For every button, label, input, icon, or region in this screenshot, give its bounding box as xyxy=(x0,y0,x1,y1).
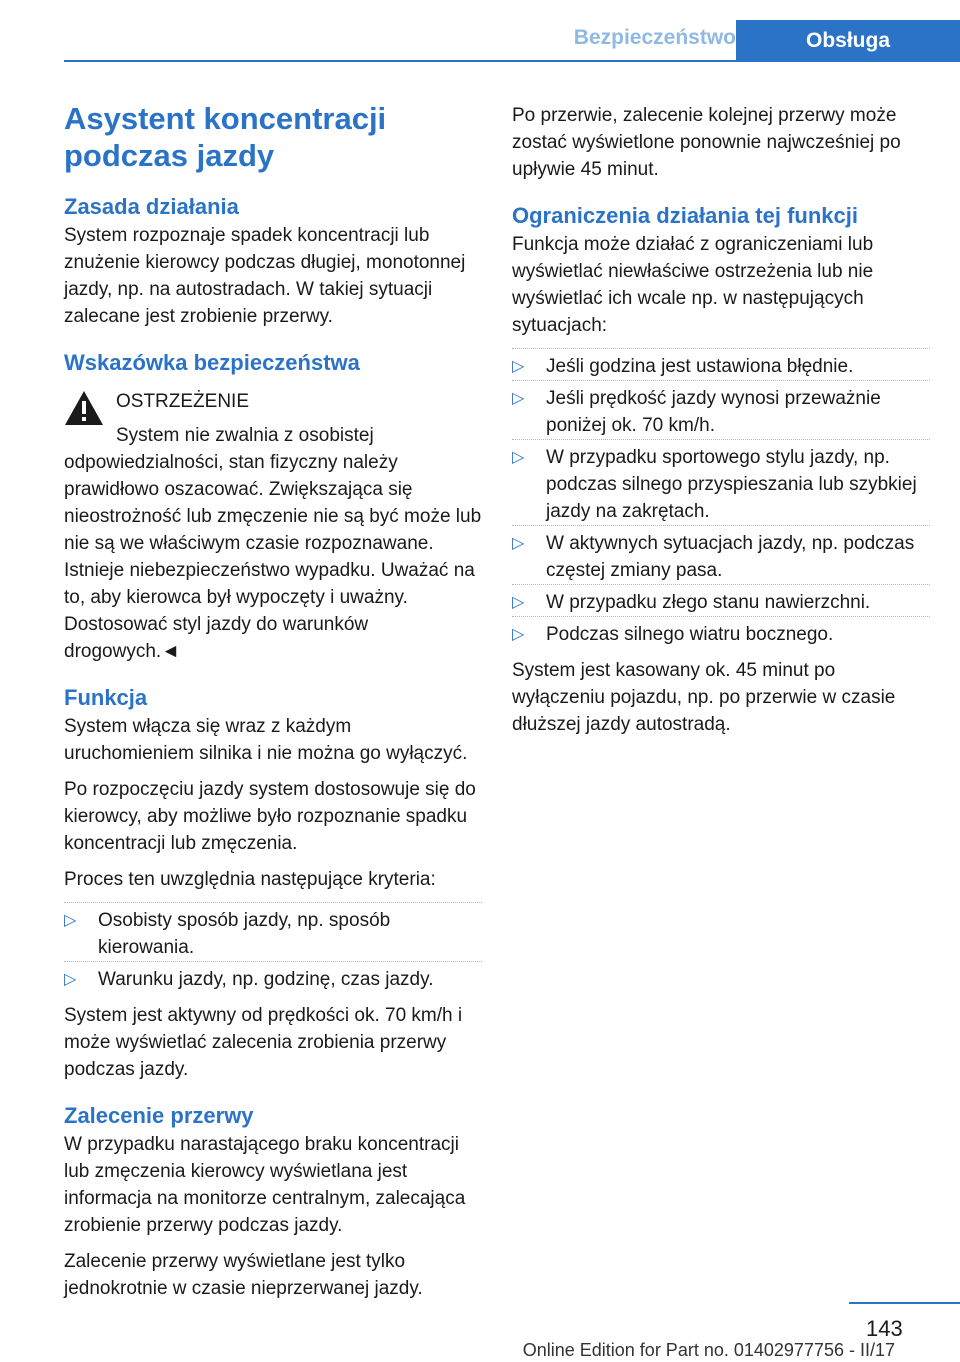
function-p1: System włącza się wraz z każdym uruchomieniem silnika i nie można go wyłączyć. xyxy=(64,716,468,764)
list-item: ▷ W przypadku sportowego stylu jazdy, np. podczas silnego przyspieszania lub szybkiej jazdy na zakrętach. xyxy=(512,439,930,525)
triangle-bullet-icon: ▷ xyxy=(512,594,525,611)
triangle-bullet-icon: ▷ xyxy=(64,912,77,929)
page-header xyxy=(0,0,960,60)
page-title: Asystent koncentracji podczas jazdy xyxy=(64,101,387,173)
footer-rule xyxy=(849,1302,960,1304)
break-p2: Zalecenie przerwy wyświetlane jest tylko jednokrotnie w czasie nieprzerwanej jazdy. xyxy=(64,1251,423,1299)
warning-text: System nie zwalnia z osobistej odpowiedzialności, stan fizyczny należy prawidłowo oszacować. Zwiększająca się nieostrożność lub zmęczenie nie są być może lub nie są we właściwym czasie rozpoznawane. Istnieje niebezpieczeństwo wypadku. Uważać na to, aby kierowca był wypoczęty i uważny. Dostosować styl jazdy do warunków drogowych.◄ xyxy=(64,425,482,662)
heading-principle: Zasada działania xyxy=(64,194,239,219)
function-p3: Proces ten uwzględnia następujące kryteria: xyxy=(64,869,436,890)
heading-safety-note: Wskazówka bezpieczeństwa xyxy=(64,350,360,375)
header-rule xyxy=(64,60,960,62)
list-item: ▷ Osobisty sposób jazdy, np. sposób kierowania. xyxy=(64,902,482,961)
heading-break-recommendation: Zalecenie przerwy xyxy=(64,1103,254,1128)
list-item: ▷ Podczas silnego wiatru bocznego. xyxy=(512,616,930,648)
left-column xyxy=(64,100,482,1311)
page-number: 143 xyxy=(866,1316,903,1341)
heading-limitations: Ograniczenia działania tej funkcji xyxy=(512,203,858,228)
function-p4: System jest aktywny od prędkości ok. 70 km/h i może wyświetlać zalecenia zrobienia przerwy podczas jazdy. xyxy=(64,1005,463,1080)
list-item: ▷ Warunku jazdy, np. godzinę, czas jazdy. xyxy=(64,961,482,993)
limitations-list xyxy=(512,348,930,648)
heading-function: Funkcja xyxy=(64,685,148,710)
break-p1: W przypadku narastającego braku koncentracji lub zmęczenia kierowcy wyświetlana jest informacja na monitorze centralnym, zalecająca zrobienie przerwy podczas jazdy. xyxy=(64,1134,466,1236)
edition-note: Online Edition for Part no. 01402977756 - II/17 xyxy=(522,1340,895,1360)
section-tab-safety[interactable]: Bezpieczeństwo xyxy=(573,26,736,49)
triangle-bullet-icon: ▷ xyxy=(512,535,525,552)
function-p2: Po rozpoczęciu jazdy system dostosowuje się do kierowcy, aby możliwe było rozpoznanie spadku koncentracji lub zmęczenia. xyxy=(64,779,476,854)
warning-triangle-icon xyxy=(64,390,104,426)
list-item: ▷ Jeśli godzina jest ustawiona błędnie. xyxy=(512,348,930,380)
criteria-list xyxy=(64,902,482,993)
right-p3: System jest kasowany ok. 45 minut po wyłączeniu pojazdu, np. po przerwie w czasie dłuższej jazdy autostradą. xyxy=(512,660,896,735)
triangle-bullet-icon: ▷ xyxy=(512,626,525,643)
section-tab-operation[interactable]: Obsługa xyxy=(736,20,960,62)
limitations-intro: Funkcja może działać z ograniczeniami lub wyświetlać niewłaściwe ostrzeżenia lub nie wyświetlać ich wcale np. w następujących sytuacjach: xyxy=(512,234,874,336)
list-item: ▷ W przypadku złego stanu nawierzchni. xyxy=(512,584,930,616)
triangle-bullet-icon: ▷ xyxy=(512,449,525,466)
right-column xyxy=(512,102,930,747)
warning-box xyxy=(64,388,482,665)
right-p1: Po przerwie, zalecenie kolejnej przerwy może zostać wyświetlone ponownie najwcześniej po upływie 45 minut. xyxy=(512,105,901,180)
list-item: ▷ W aktywnych sytuacjach jazdy, np. podczas częstej zmiany pasa. xyxy=(512,525,930,584)
triangle-bullet-icon: ▷ xyxy=(512,358,525,375)
list-item: ▷ Jeśli prędkość jazdy wynosi przeważnie poniżej ok. 70 km/h. xyxy=(512,380,930,439)
principle-text: System rozpoznaje spadek koncentracji lub znużenie kierowcy podczas długiej, monotonnej jazdy, np. na autostradach. W takiej sytuacji zalecane jest zrobienie przerwy. xyxy=(64,225,466,327)
triangle-bullet-icon: ▷ xyxy=(512,390,525,407)
triangle-bullet-icon: ▷ xyxy=(64,971,77,988)
warning-label: OSTRZEŻENIE xyxy=(116,391,250,412)
